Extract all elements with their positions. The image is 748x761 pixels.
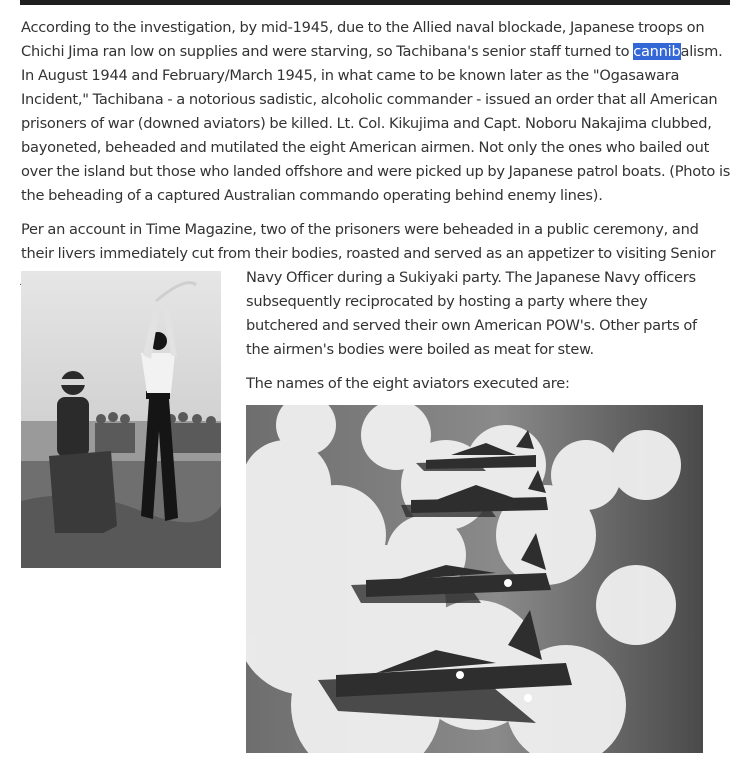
paragraph-text-continued: alism. In August 1944 and February/March 1945, in what came to be known later as the "Ogasawara Incident," Tachibana - a notorious sadistic, alcoholic commander - issued an order that all American prisoners of war (downed aviators) be killed. Lt. Col. Kikujima and Capt. Noboru Nakajima clubbed, bayoneted, beheaded and mutilated the eight American airmen. Not only the ones who bailed out over the island but those who landed offshore and were picked up by Japanese patrol boats. (Photo is the beheading of a captured Australian commando operating behind enemy lines). [21,43,731,204]
aircraft-formation-photo [246,405,703,753]
top-divider-bar [20,0,730,5]
paragraph-time-magazine: Per an account in Time Magazine, two of the prisoners were beheaded in a public ceremony, and their livers immediately cut from their bodies, roasted and served as an appetizer to visiting Senior [21,221,716,262]
paragraph-investigation [21,16,733,208]
paragraph-text: According to the investigation, by mid-1945, due to the Allied naval blockade, Japanese troops on Chichi Jima ran low on supplies and were starving, so Tachibana's senior staff turned to [21,19,705,60]
selected-text-highlight[interactable]: cannib [633,43,681,60]
aviators-intro-text: The names of the eight aviators executed are: [246,375,570,392]
beheading-photo [21,271,221,568]
paragraph-time-magazine-continued: Navy Officer during a Sukiyaki party. The Japanese Navy officers subsequently reciprocated by hosting a party where they butchered and served their own American POW's. Other parts of the airmen's bodies were boiled as meat for stew. [246,269,697,358]
